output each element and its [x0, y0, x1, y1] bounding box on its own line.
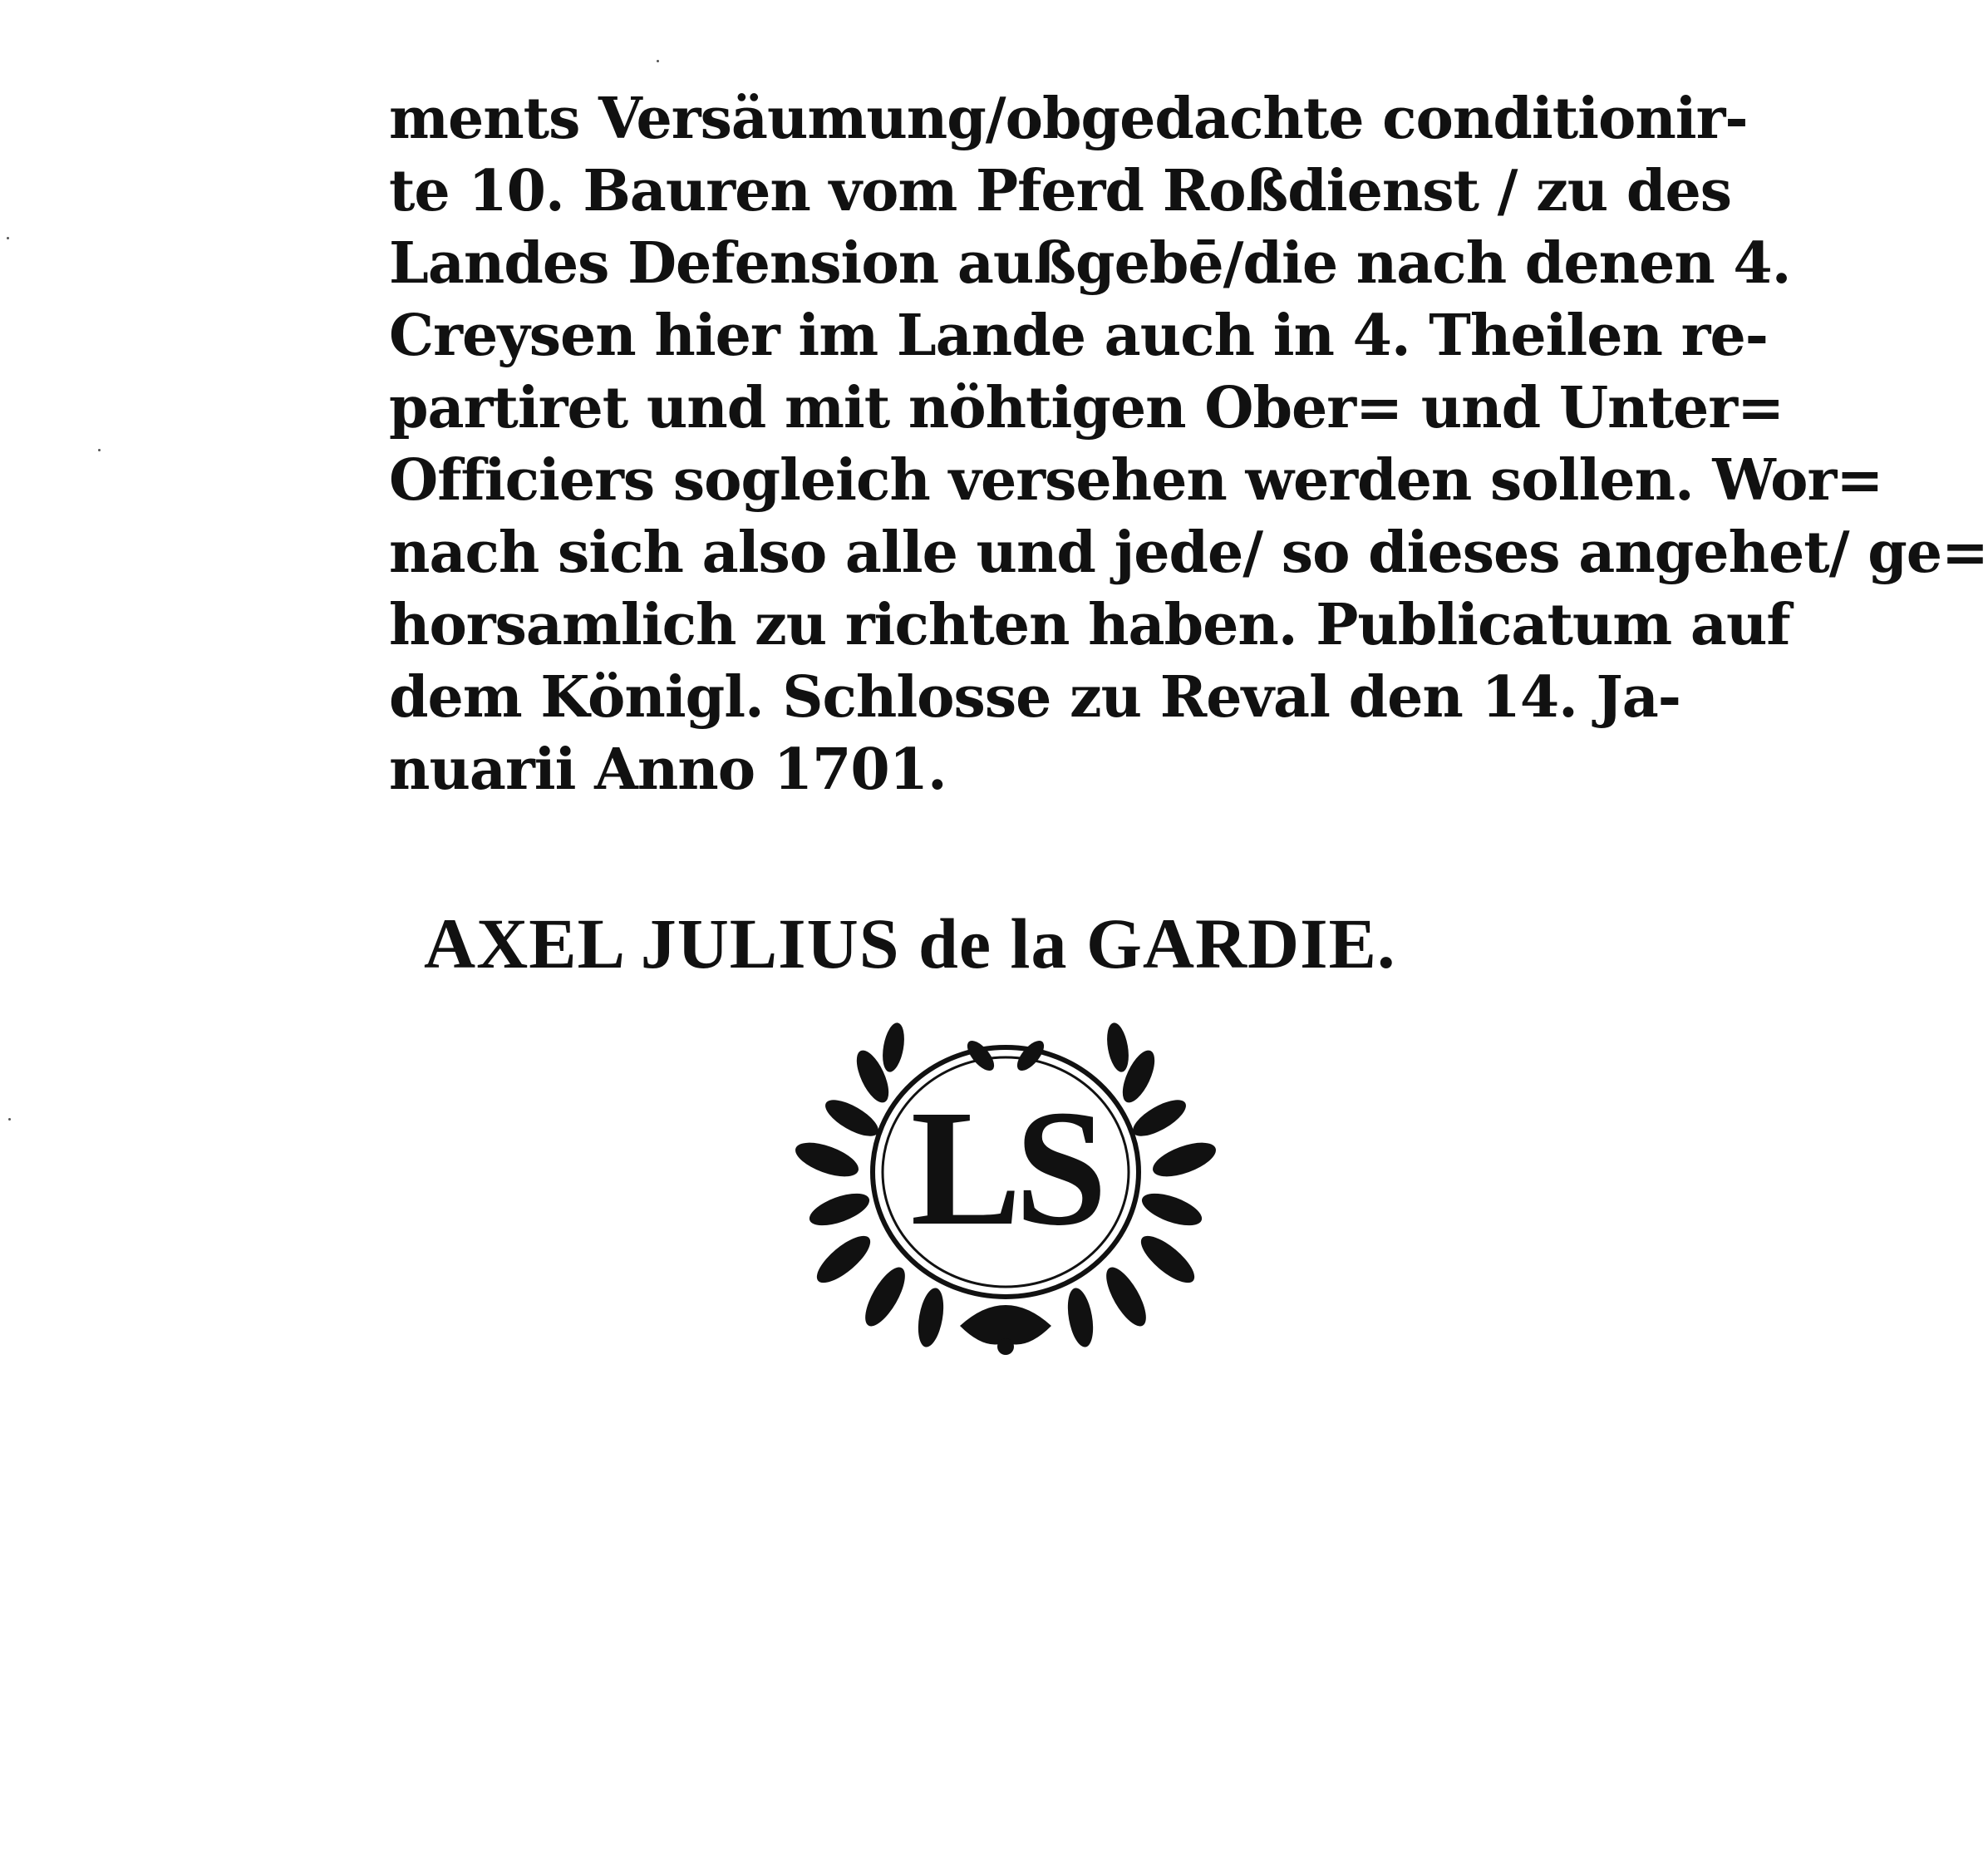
scan-speck — [98, 449, 101, 451]
text-line: partiret und mit nöhtigen Ober= und Unter= — [389, 375, 1784, 441]
seal-wreath — [794, 1010, 1218, 1359]
text-line: Landes Defension außgebē/die nach denen 4. — [389, 230, 1791, 297]
scan-speck — [8, 1118, 11, 1121]
text-line: Creysen hier im Lande auch in 4. Theilen re- — [389, 303, 1768, 369]
scan-speck — [657, 60, 659, 62]
proclamation-text — [389, 83, 1988, 806]
text-line: Officiers sogleich versehen werden sollen. Wor= — [389, 447, 1883, 514]
text-line: horsamlich zu richten haben. Publicatum auf — [389, 592, 1790, 658]
text-line: te 10. Bauren vom Pferd Roßdienst / zu des — [389, 158, 1732, 224]
text-line: dem Königl. Schlosse zu Reval den 14. Ja- — [389, 664, 1680, 731]
seal-monogram: LS — [910, 1076, 1101, 1260]
text-line: nach sich also alle und jede/ so dieses angehet/ ge= — [389, 520, 1988, 586]
signature: AXEL JULIUS de la GARDIE. — [424, 904, 1396, 983]
text-line: ments Versäumung/obgedachte conditionir- — [389, 86, 1748, 152]
text-line: nuarii Anno 1701. — [389, 736, 947, 803]
scan-speck — [7, 237, 9, 239]
